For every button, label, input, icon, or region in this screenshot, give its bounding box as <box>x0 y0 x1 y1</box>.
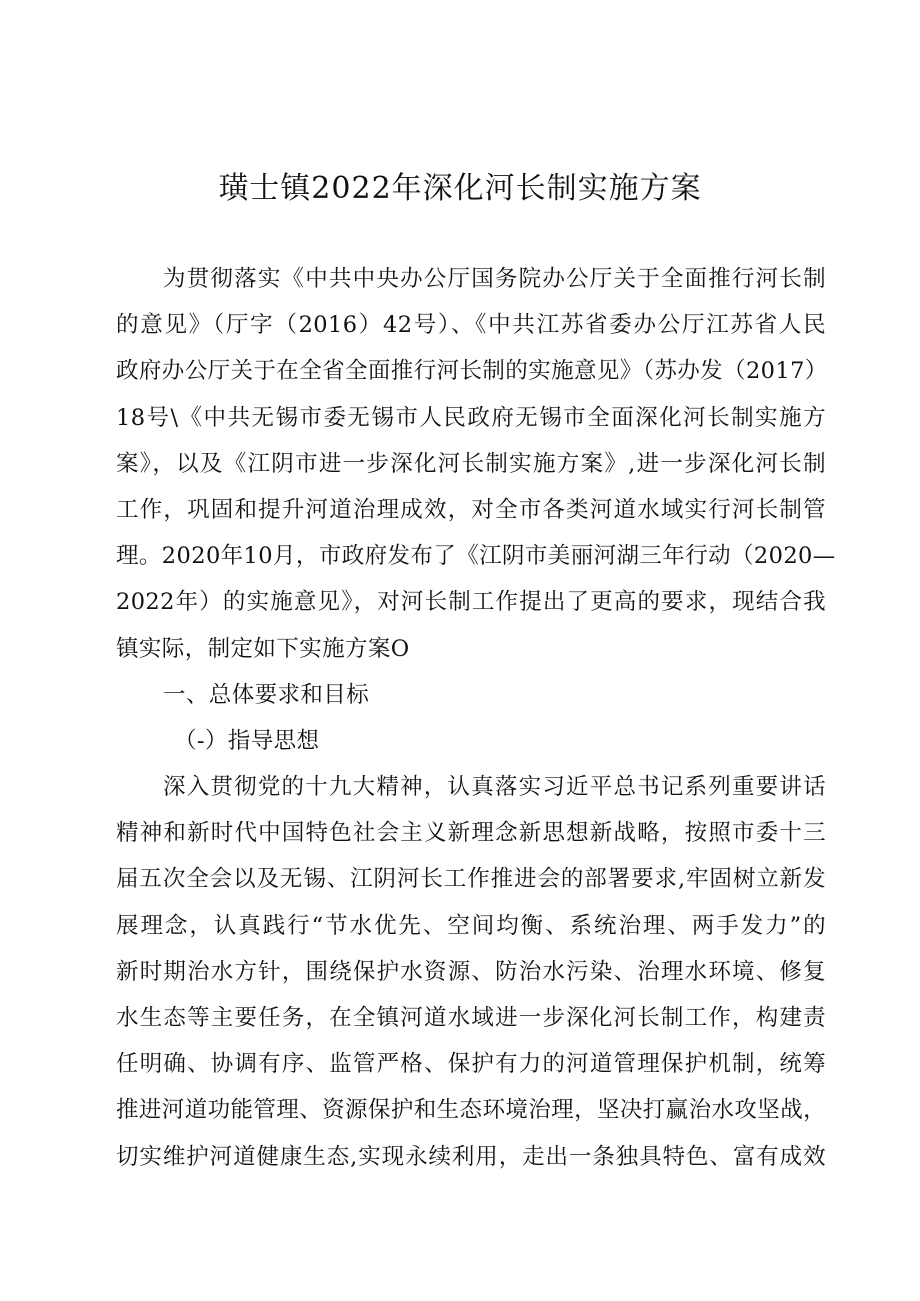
intro-line: 为贯彻落实《中共中央办公厅国务院办公厅关于全面推行河长制 <box>163 266 826 292</box>
intro-line: 18号\《中共无锡市委无锡市人民政府无锡市全面深化河长制实施方 <box>116 404 826 431</box>
intro-line: 政府办公厅关于在全省全面推行河长制的实施意见》（苏办发（2017） <box>116 358 828 385</box>
subsection-heading: （-）指导思想 <box>174 727 320 754</box>
guiding-line: 展理念，认真践行“节水优先、空间均衡、系统治理、两手发力”的 <box>116 912 826 939</box>
guiding-line: 水生态等主要任务，在全镇河道水域进一步深化河长制工作，构建责 <box>116 1005 826 1031</box>
guiding-line: 深入贯彻党的十九大精神，认真落实习近平总书记系列重要讲话 <box>163 774 826 801</box>
guiding-line: 届五次全会以及无锡、江阴河长工作推进会的部署要求,牢固树立新发 <box>116 866 826 893</box>
intro-line: 2022年）的实施意见》，对河长制工作提出了更高的要求，现结合我 <box>116 589 826 616</box>
guiding-line: 新时期治水方针，围绕保护水资源、防治水污染、治理水环境、修复 <box>116 958 826 985</box>
intro-line: 镇实际，制定如下实施方案O <box>116 635 410 662</box>
intro-line: 工作，巩固和提升河道治理成效，对全市各类河道水域实行河长制管 <box>116 496 826 523</box>
intro-paragraph <box>116 256 836 672</box>
guiding-line: 切实维护河道健康生态,实现永续利用，走出一条独具特色、富有成效 <box>116 1143 826 1170</box>
intro-line: 案》，以及《江阴市进一步深化河长制实施方案》,进一步深化河长制 <box>116 450 826 477</box>
document-body <box>116 256 836 1180</box>
guiding-line: 推进河道功能管理、资源保护和生态环境治理，坚决打赢治水攻坚战， <box>116 1097 826 1124</box>
intro-line: 的意见》（厅字（2016）42号）、《中共江苏省委办公厅江苏省人民 <box>116 312 826 339</box>
intro-line: 理。2020年10月，市政府发布了《江阴市美丽河湖三年行动（2020— <box>116 543 836 570</box>
section-heading: 一、总体要求和目标 <box>163 681 370 708</box>
document-title: 璜士镇2022年深化河长制实施方案 <box>218 171 702 206</box>
guiding-line: 精神和新时代中国特色社会主义新理念新思想新战略，按照市委十三 <box>116 820 826 847</box>
guiding-line: 任明确、协调有序、监管严格、保护有力的河道管理保护机制，统筹 <box>116 1051 826 1078</box>
guiding-paragraph <box>116 764 826 1180</box>
